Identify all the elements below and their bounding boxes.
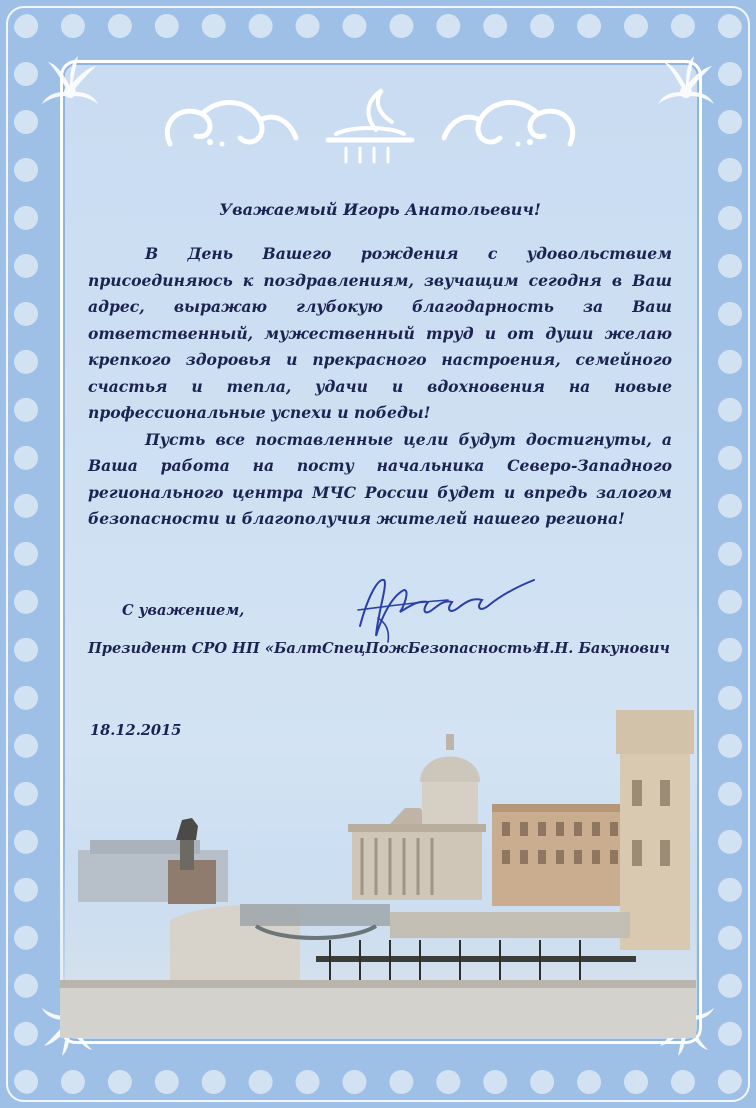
palmette-corner-icon: [654, 52, 718, 116]
st-petersburg-cityscape-icon: [60, 690, 696, 1038]
regards-text: С уважением,: [122, 602, 245, 619]
rococo-scroll-ornament-icon: [150, 82, 590, 172]
letter-date: 18.12.2015: [90, 722, 182, 739]
handwritten-signature: [348, 566, 548, 646]
palmette-corner-icon: [38, 52, 102, 116]
signer-position: Президент СРО НП «БалтСпецПожБезопасность»: [88, 640, 542, 657]
paragraph-work-wishes: Пусть все поставленные цели будут достигнуты, а Ваша работа на посту начальника Северо-Западного регионального центра МЧС России будет и впредь залогом безопасности и благополучия жителей нашего региона!: [88, 429, 672, 528]
salutation: Уважаемый Игорь Анатольевич!: [219, 200, 541, 219]
letter-body: [88, 200, 672, 533]
paragraph-birthday-wishes: В День Вашего рождения с удовольствием присоединяюсь к поздравлениям, звучащим сегодня в Ваш адрес, выражаю глубокую благодарность за Ваш ответственный, мужественный труд и от души желаю крепкого здоровья и прекрасного настроения, семейного счастья и тепла, удачи и вдохновения на новые профессиональные успехи и победы!: [88, 244, 672, 422]
signer-name: Н.Н. Бакунович: [535, 640, 670, 657]
